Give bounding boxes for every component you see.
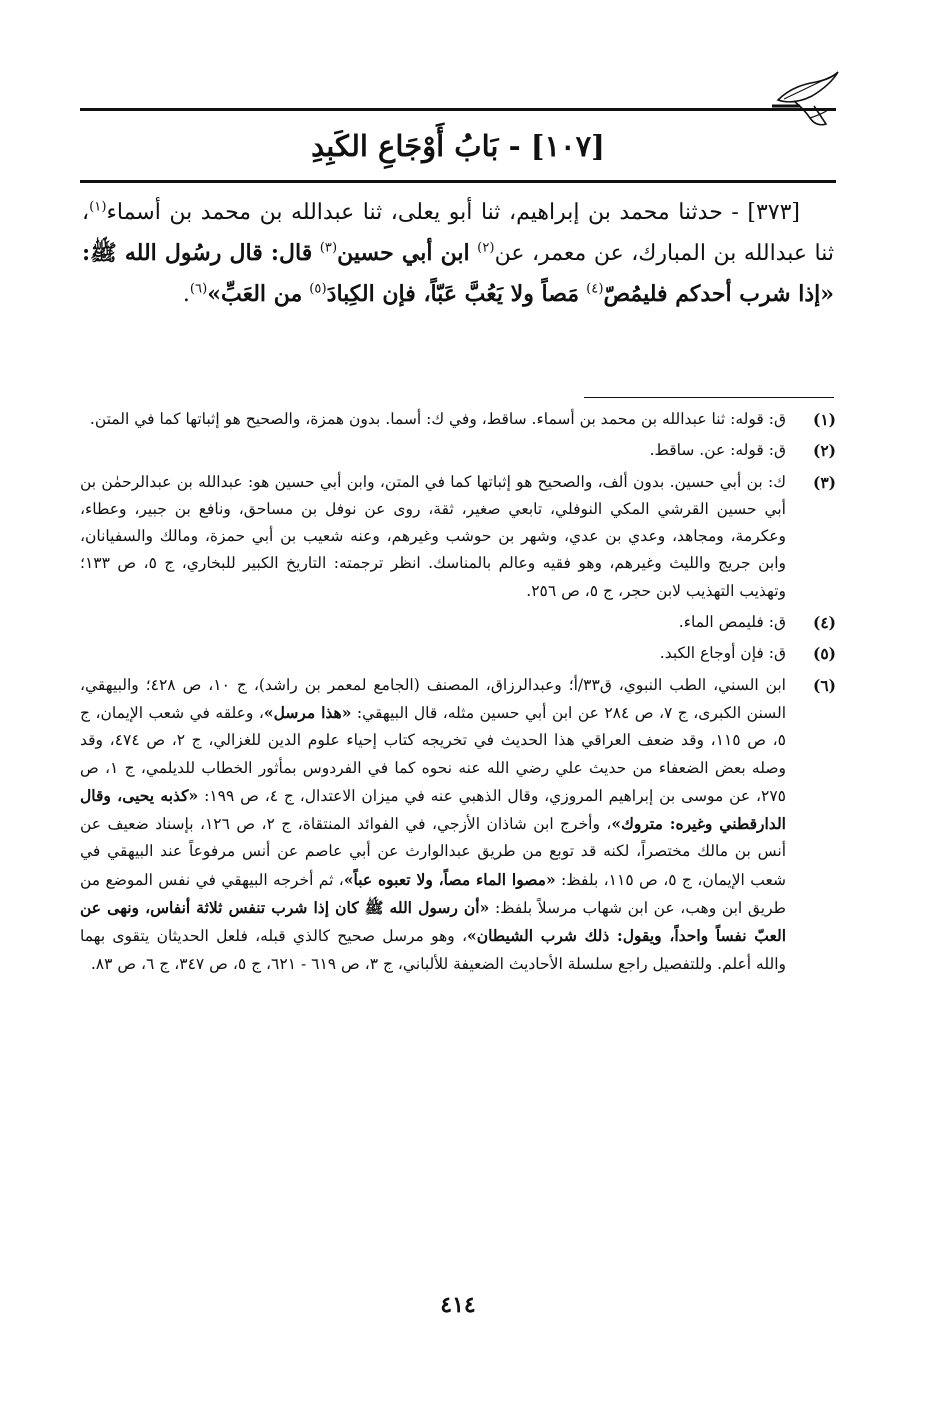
footnote-4 xyxy=(80,609,836,636)
footnote-quote: «أن رسول الله ﷺ كان إذا شرب تنفس ثلاثة أنفاس، ونهى عن العبّ نفساً واحداً، ويقول: ذلك شرب الشيطان» xyxy=(80,898,787,946)
hadith-matn-part3: من العَبِّ» xyxy=(207,281,303,307)
footnote-number: (٤) xyxy=(812,613,836,633)
header-rule xyxy=(80,108,836,111)
footnote-text: ابن السني، الطب النبوي، ق٣٣/أ؛ وعبدالرزاق، المصنف (الجامع لمعمر بن راشد)، ج ١٠، ص ٤٢٨؛ والبيهقي، السنن الكبرى، ج ٧، ص ٢٨٤ عن ابن أبي حسين مثله، قال البيهقي: xyxy=(80,675,787,722)
hadith-matn-part2: مَصاً ولا يَعُبَّ عَبّاً، فإن الكِبادَ xyxy=(326,281,580,307)
footnote-text: ق: قوله: ثنا عبدالله بن محمد بن أسماء. ساقط، وفي ك: أسما. بدون همزة، والصحيح هو إثباتها كما في المتن. xyxy=(89,410,786,428)
footnote-separator xyxy=(584,397,834,398)
footnote-text: ، ثم أخرجه البيهقي في نفس الموضع من طريق ابن وهب، عن ابن شهاب مرسلاً بلفظ: xyxy=(80,870,786,918)
footnote-text: ك: بن أبي حسين. بدون ألف، والصحيح هو إثباتها كما في المتن، وابن أبي حسين هو: عبدالله بن عبدالرحمٰن بن أبي حسين القرشي المكي النوفلي، تابعي صغير، ثقة، روى عن نوفل بن مساحق، ونافع بن جبير، وعطاء، وعكرمة، ومجاهد، وعدي بن عدي، وشهر بن حوشب وغيرهم، وعنه شعيب بن أبي حمزة، ومالك والسفيانان، وابن جريج والليث وغيرهم، وهو فقيه وعالم بالمناسك. انظر ترجمته: التاريخ الكبير للبخاري، ج ٥، ص ١٣٣؛ وتهذيب التهذيب لابن حجر، ج ٥، ص ٢٥٦. xyxy=(80,472,786,600)
footnote-number: (١) xyxy=(812,410,836,429)
footnote-text: ق: فإن أوجاع الكبد. xyxy=(659,644,786,663)
footnote-ref-2: (٢) xyxy=(477,240,495,256)
footnote-text: ، وأخرج ابن شاذان الأزجي، في الفوائد المنتقاة، ج ٢، ص ١٢٦، بإسناد ضعيف عن أنس بن مالك مختصراً، لكنه قد توبع من طريق عبدالوارث عن أبي عاصم عن أنس مرفوعاً عند البيهقي في شعب الإيمان، ج ٥، ص ١١٥، بلفظ: xyxy=(80,815,786,889)
quill-pen-icon xyxy=(770,70,840,128)
footnote-ref-3: (٣) xyxy=(319,240,338,256)
footnote-number: (٦) xyxy=(812,675,836,695)
hadith-paragraph xyxy=(82,192,834,315)
footnote-ref-1: (١) xyxy=(89,199,107,215)
footnote-3 xyxy=(80,469,836,605)
footnote-quote: «مصوا الماء مصاً، ولا تعبوه عباً» xyxy=(343,869,556,889)
hadith-matn-part1: قال: قال رسُول الله ﷺ: «إذا شرب أحدكم فليمُصّ xyxy=(82,240,834,307)
footnote-number: (٣) xyxy=(812,472,836,492)
title-rule xyxy=(80,180,836,183)
footnotes xyxy=(80,406,836,982)
footnote-number: (٢) xyxy=(812,441,836,461)
footnote-6 xyxy=(80,672,836,978)
footnote-1 xyxy=(80,406,836,433)
hadith-isnad-part2: ، ثنا عبدالله بن المبارك، عن معمر، عن xyxy=(82,200,834,266)
hadith-isnad-part1: [٣٧٣] - حدثنا محمد بن إبراهيم، ثنا أبو يعلى، ثنا عبدالله بن محمد بن أسماء xyxy=(106,200,800,225)
footnote-text: ق: فليمص الماء. xyxy=(678,613,786,632)
narrator-name: ابن أبي حسين xyxy=(337,240,470,266)
chapter-title: [١٠٧] - بَابُ أَوْجَاعِ الكَبِدِ xyxy=(311,129,605,163)
footnote-quote: «هذا مرسل» xyxy=(263,702,352,722)
footnote-ref-6: (٦) xyxy=(189,281,208,297)
footnote-2 xyxy=(80,437,836,464)
footnote-quote: «كذبه يحيى، وقال الدارقطني وغيره: متروك» xyxy=(80,785,786,834)
footnote-ref-4: (٤) xyxy=(586,281,604,297)
hadith-end: . xyxy=(182,282,190,307)
footnote-5 xyxy=(80,640,836,667)
hadith-text xyxy=(82,192,834,315)
footnote-text: ، وهو مرسل صحيح كالذي قبله، فلعل الحديثان يتقوى بهما والله أعلم. وللتفصيل راجع سلسلة الأحاديث الضعيفة للألباني، ج ٣، ص ٦١٩ - ٦٢١، ج ٥، ص ٣٤٧، ج ٦، ص ٨٣. xyxy=(80,927,786,973)
footnote-text: ق: قوله: عن. ساقط. xyxy=(649,441,786,460)
footnote-ref-5: (٥) xyxy=(309,281,327,297)
footnote-number: (٥) xyxy=(812,644,836,664)
footnote-text: ، وعلقه في شعب الإيمان، ج ٥، ص ١١٥، وقد ضعف العراقي هذا الحديث في تخريجه كتاب إحياء علوم الدين للغزالي، ج ٢، ص ٤٧٤، وقد وصله بعض الضعفاء من حديث علي رضي الله عنه نحوه كما في الفردوس بمأثور الخطاب للديلمي، ج ١، ص ٢٧٥، عن موسى بن إبراهيم المروزي، وقال الذهبي عنه في ميزان الاعتدال، ج ٤، ص ١٩٩: xyxy=(80,703,786,805)
page-number: ٤١٤ xyxy=(440,1292,476,1318)
